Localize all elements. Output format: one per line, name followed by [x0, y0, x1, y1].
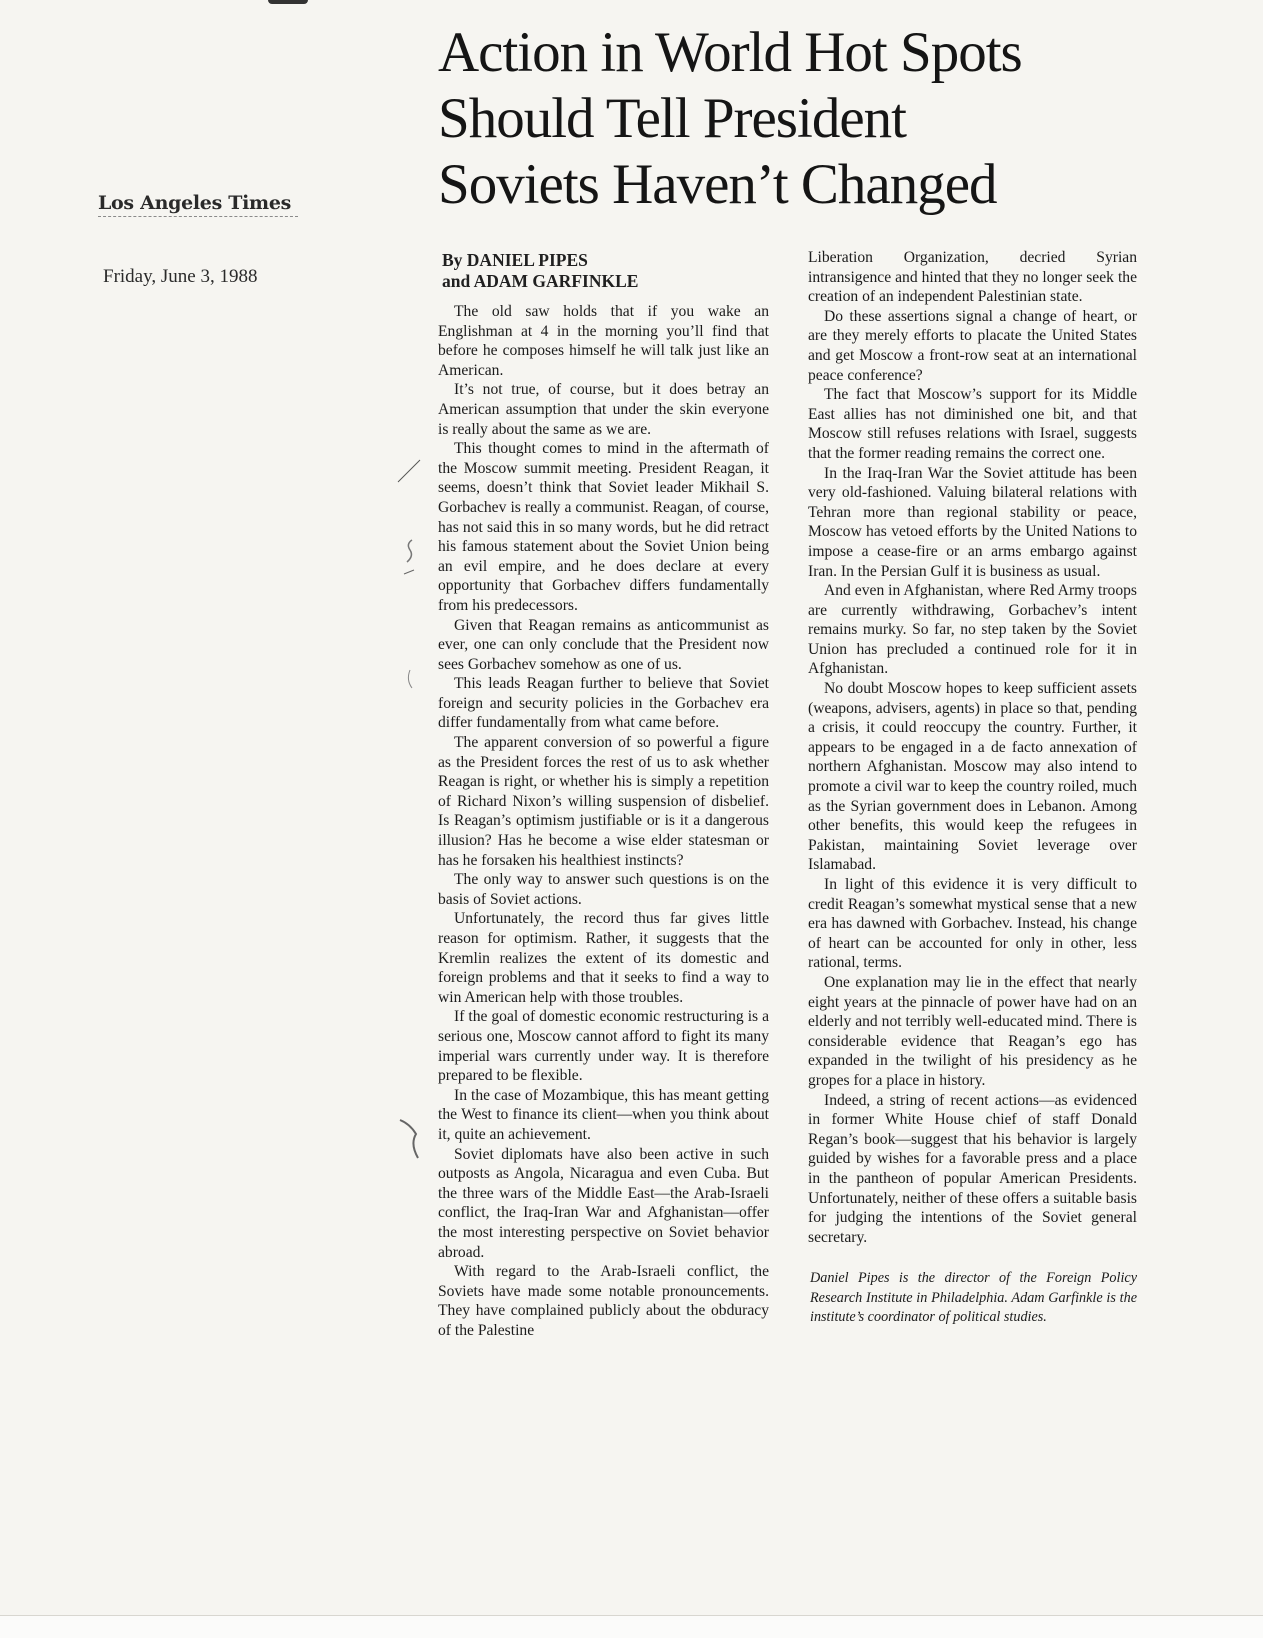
paragraph: No doubt Moscow hopes to keep sufficient assets (weapons, advisers, agents) in place so that, pending a crisis, it could reoccupy the country. Further, it appears to be engaged in a de facto annexation of northern Afghanistan. Moscow may also intend to promote a civil war to keep the country roiled, much as the Syrian government does in Lebanon. Among other benefits, this would keep the refugees in Pakistan, maintaining Soviet leverage over Islamabad.	[808, 680, 1137, 874]
paragraph: In light of this evidence it is very difficult to credit Reagan’s somewhat mystical sense that a new era has dawned with Gorbachev. Instead, his change of heart can be accounted for only in other, less rational, terms.	[808, 876, 1137, 972]
headline-line-3: Soviets Haven’t Changed	[438, 153, 997, 216]
paragraph: Given that Reagan remains as anticommunist as ever, one can only conclude that the President now sees Gorbachev somehow as one of us.	[438, 616, 769, 673]
scan-mark	[268, 0, 308, 4]
paragraph: Indeed, a string of recent actions—as evidenced in former White House chief of staff Donald Regan’s book—suggest that his behavior is largely guided by wishes for a favorable press and a place in the pantheon of popular American Presidents. Unfortunately, neither of these offers a suitable basis for judging the intentions of the Soviet general secretary.	[808, 1091, 1137, 1246]
newspaper-masthead: Los Angeles Times	[98, 192, 298, 217]
paragraph: This leads Reagan further to believe that Soviet foreign and security policies in the Gorbachev era differ fundamentally from what came before.	[438, 675, 769, 732]
byline-author-2: and ADAM GARFINKLE	[442, 271, 639, 291]
paragraph: In the case of Mozambique, this has meant getting the West to finance its client—when you think about it, quite an achievement.	[438, 1086, 769, 1143]
paragraph: This thought comes to mind in the aftermath of the Moscow summit meeting. President Reagan, it seems, doesn’t think that Soviet leader Mikhail S. Gorbachev is really a communist. Reagan, of course, has not said this in so many words, but he did retract his famous statement about the Soviet Union being an evil empire, and he does declare at every opportunity that Gorbachev differs fundamentally from his predecessors.	[438, 440, 769, 614]
paragraph: The apparent conversion of so powerful a figure as the President forces the rest of us to ask whether Reagan is right, or whether his is simply a repetition of Richard Nixon’s willing suspension of disbelief. Is Reagan’s optimism justifiable or is it a dangerous illusion? Has he become a wise elder statesman or has he forsaken his healthiest instincts?	[438, 734, 769, 869]
paragraph: Soviet diplomats have also been active in such outposts as Angola, Nicaragua and even Cuba. But the three wars of the Middle East—the Arab-Israeli conflict, the Iraq-Iran War and Afghanistan—offer the most interesting perspective on Soviet behavior abroad.	[438, 1145, 769, 1261]
paragraph: It’s not true, of course, but it does betray an American assumption that under the skin everyone is really about the same as we are.	[438, 381, 769, 438]
publication-date: Friday, June 3, 1988	[103, 266, 258, 287]
scan-noise-marks	[392, 420, 422, 1340]
paragraph: The only way to answer such questions is on the basis of Soviet actions.	[438, 871, 769, 908]
byline	[442, 250, 769, 292]
article-column-1	[438, 250, 769, 1340]
paragraph: Unfortunately, the record thus far gives little reason for optimism. Rather, it suggests that the Kremlin realizes the extent of its domestic and foreign problems and that it seeks to find a way to win American help with those troubles.	[438, 910, 769, 1006]
paragraph: The fact that Moscow’s support for its Middle East allies has not diminished one bit, and that Moscow still refuses relations with Israel, suggests that the former reading remains the correct one.	[808, 386, 1137, 462]
page-edge	[0, 1615, 1263, 1638]
paragraph: One explanation may lie in the effect that nearly eight years at the pinnacle of power have had on an elderly and not terribly well-educated mind. There is considerable evidence that Reagan’s ego has expanded in the twilight of his presidency as he gropes for a place in history.	[808, 973, 1137, 1089]
paragraph: In the Iraq-Iran War the Soviet attitude has been very old-fashioned. Valuing bilateral relations with Tehran more than regional stability or peace, Moscow has vetoed efforts by the United Nations to impose a cease-fire or an arms embargo against Iran. In the Persian Gulf it is business as usual.	[808, 464, 1137, 580]
author-bio: Daniel Pipes is the director of the Foreign Policy Research Institute in Philadelphia. Adam Garfinkle is the institute’s coordinator of political studies.	[810, 1270, 1137, 1326]
headline-line-2: Should Tell President	[438, 87, 906, 150]
headline-line-1: Action in World Hot Spots	[438, 21, 1022, 84]
paragraph-continued: Liberation Organization, decried Syrian intransigence and hinted that they no longer seek the creation of an independent Palestinian state.	[808, 249, 1137, 306]
paragraph: The old saw holds that if you wake an Englishman at 4 in the morning you’ll find that before he composes himself he will talk just like an American.	[438, 303, 769, 379]
paragraph: With regard to the Arab-Israeli conflict, the Soviets have made some notable pronouncements. They have complained publicly about the obduracy of the Palestine	[438, 1263, 769, 1339]
paragraph: If the goal of domestic economic restructuring is a serious one, Moscow cannot afford to fight its many imperial wars currently under way. It is therefore prepared to be flexible.	[438, 1008, 769, 1085]
byline-author-1: By DANIEL PIPES	[442, 250, 588, 270]
headline	[438, 20, 1238, 218]
article-column-2	[808, 248, 1137, 1328]
paragraph: And even in Afghanistan, where Red Army troops are currently withdrawing, Gorbachev’s intent remains murky. So far, no step taken by the Soviet Union has precluded a continued role for it in Afghanistan.	[808, 582, 1137, 678]
paragraph: Do these assertions signal a change of heart, or are they merely efforts to placate the United States and get Moscow a front-row seat at an international peace conference?	[808, 307, 1137, 384]
